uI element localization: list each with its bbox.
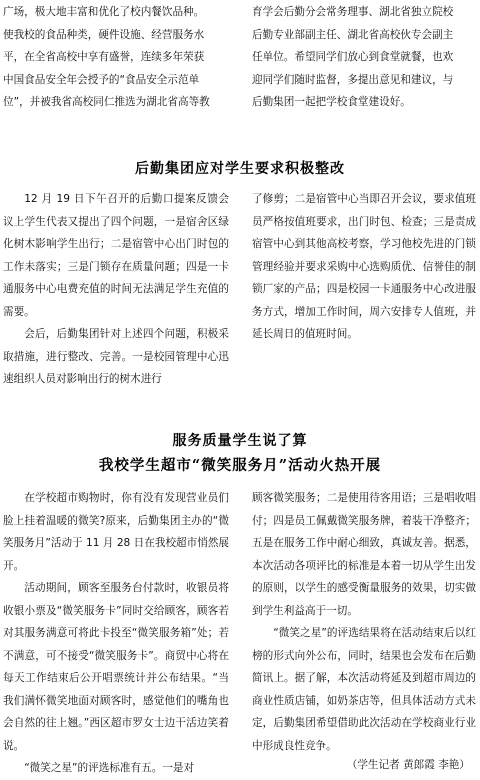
intro-right-line: 育学会后勤分会常务理事、湖北省独立院校 xyxy=(252,6,454,18)
paragraph: 会后，后勤集团针对上述四个问题，积极采取措施，进行整改、完善。一是校园管理中心迅速组织人员对影响出行的树木进行 xyxy=(3,328,229,385)
intro-right-line: 后勤集团一起把学校食堂建设好。 xyxy=(252,96,411,108)
intro-left-line: 中国食品安全年会授予的“食品安全示范单 xyxy=(3,73,200,86)
article-kicker: 服务质量学生说了算 xyxy=(172,433,308,449)
intro-left-column xyxy=(3,1,229,114)
paragraph: 了修剪；二是宿管中心当即召开会议，要求值班员严格按值班要求，出门时包、检查；三是责成宿管中心到其他高校考察，学习他校先进的门锁管理经验并要求采购中心选购质优、信誉佳的制锁厂家的产品；四是校园一卡通服务中心改进服务方式，增加工作时间，周六安排专人值班，并延长周日的值班时间。 xyxy=(252,193,476,340)
paragraph: 在学校超市购物时，你有没有发现营业员们脸上挂着温暖的微笑?原来，后勤集团主办的“微笑服务月”活动于 11 月 28 日在我校超市悄然展开。 xyxy=(3,492,230,572)
byline: （学生记者 黄郎霞 李艳） xyxy=(346,759,470,771)
article3-left-column xyxy=(3,487,229,780)
intro-right-line: 迎同学们随时监督，多提出意见和建议，与 xyxy=(252,73,454,86)
paragraph: 12 月 19 日下午召开的后勤口提案反馈会议上学生代表又提出了四个问题，一是宿舍区绿化树木影响学生出行；二是宿管中心出门时包的工作未落实；三是门锁存在质量问题；四是一卡通服务中心电费充值的时间无法满足学生充值的需要。 xyxy=(3,193,229,318)
intro-right-column xyxy=(252,1,476,114)
intro-right-line: 后勤专业部副主任、湖北省高校伙专会副主 xyxy=(252,28,454,41)
article2-right-column xyxy=(252,188,476,346)
paragraph: “微笑之星”的评选结果将在活动结束后以红榜的形式向外公布，同时，结果也会发布在后勤简讯上。据了解，本次活动将延及到超市周边的商业性质店铺，如奶茶店等，但具体活动方式未定，后勤集团希望借助此次活动在学校商业行业中形成良性竞争。 xyxy=(252,627,476,752)
article3-right-column xyxy=(252,487,476,757)
paragraph: “微笑之星”的评选标准有五。一是对 xyxy=(24,762,195,774)
intro-left-line: 位”，并被我省高校同仁推选为湖北省高等教 xyxy=(3,96,210,108)
intro-left-line: 广场，极大地丰富和优化了校内餐饮品种。 xyxy=(3,6,205,18)
article-headline: 后勤集团应对学生要求积极整改 xyxy=(135,161,345,177)
paragraph: 顾客微笑服务；二是使用待客用语；三是唱收唱付；四是员工佩戴微笑服务牌，着装干净整齐；五是在服务工作中耐心细致，真诚友善。据悉，本次活动各项评比的标准是本着一切从学生出发的原则，以学生的感受衡量服务的效果，切实做到学生利益高于一切。 xyxy=(252,492,476,617)
intro-left-line: 使我校的食品种类，硬件设施、经营服务水 xyxy=(3,28,205,41)
article-headline: 我校学生超市“微笑服务月”活动火热开展 xyxy=(98,457,382,474)
intro-right-line: 任单位。希望同学们放心到食堂就餐，也欢 xyxy=(252,51,454,63)
article2-left-column xyxy=(3,188,229,391)
intro-left-line: 平，在全省高校中享有盛誉，连续多年荣获 xyxy=(3,51,205,63)
paragraph: 活动期间，顾客至服务台付款时，收银员将收银小票及“微笑服务卡”同时交给顾客，顾客若对其服务满意可将此卡投至“微笑服务箱”处；若不满意，可不接受“微笑服务卡”。商贸中心将在每天工作结束后公开唱票统计并公布结果。“当我们满怀微笑地面对顾客时，感觉他们的嘴角也会自然的往上翘。”西区超市罗女士边干活边笑着说。 xyxy=(3,582,229,752)
